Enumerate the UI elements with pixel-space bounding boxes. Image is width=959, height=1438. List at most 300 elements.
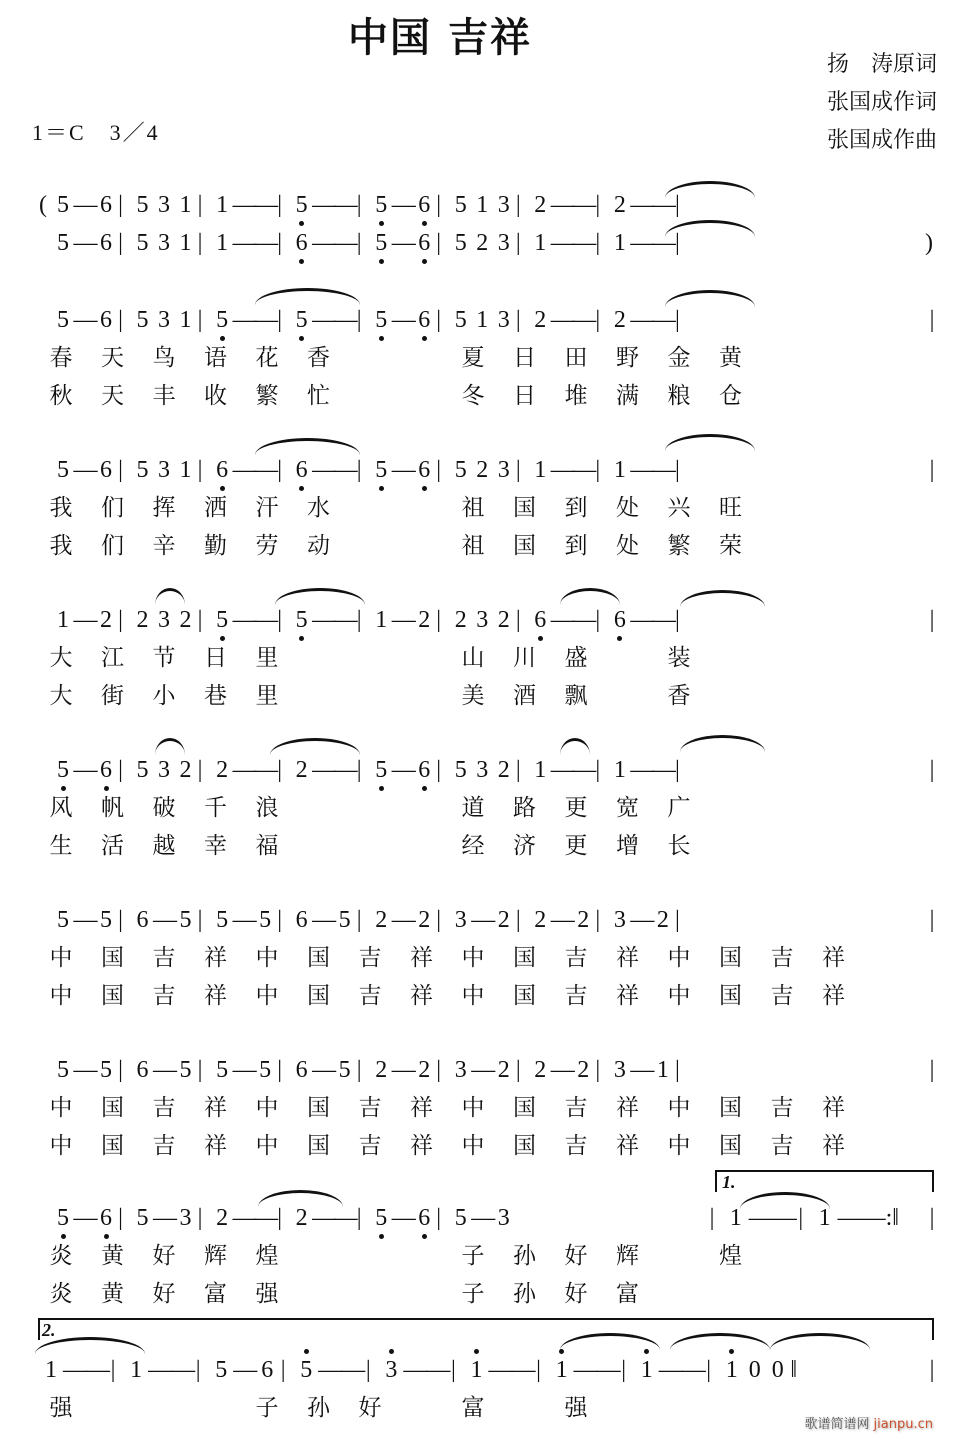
lyric-char: 路 — [513, 795, 536, 821]
note: 1 — [534, 230, 547, 256]
system-end-barline: | — [929, 1057, 935, 1083]
note: — — [837, 1205, 862, 1231]
barline: | — [674, 1057, 680, 1083]
barline: | — [118, 1205, 123, 1231]
note: 5 — [454, 1205, 467, 1231]
note: — — [391, 230, 416, 256]
note: — — [312, 307, 337, 333]
note: 5 — [215, 1357, 228, 1383]
barline: | — [436, 907, 442, 933]
lyrics-line — [0, 343, 959, 373]
note: 6 — [291, 455, 313, 485]
note: 5 — [136, 757, 149, 783]
note: — — [572, 607, 597, 633]
slur — [680, 590, 765, 607]
note: 2 — [613, 192, 626, 218]
barline: | — [515, 1057, 521, 1083]
lyric-char: 黄 — [101, 1243, 124, 1269]
note: — — [254, 230, 279, 256]
lyric-char: 秋 — [49, 383, 73, 409]
note: — — [471, 907, 496, 933]
note: — — [572, 457, 597, 483]
note: — — [73, 307, 98, 333]
note: — — [73, 907, 98, 933]
barline: | — [621, 1357, 626, 1383]
note: 5 — [295, 1355, 317, 1385]
note: — — [333, 307, 358, 333]
slur — [270, 738, 360, 755]
lyric-char: 国 — [719, 1095, 742, 1121]
barline: | — [197, 607, 203, 633]
note: 5 — [57, 1057, 69, 1083]
note: — — [861, 1205, 886, 1231]
note: 3 — [476, 757, 489, 783]
note: 1 — [818, 1205, 831, 1231]
lyric-char: 们 — [101, 495, 124, 521]
lyric-char: 飘 — [564, 683, 588, 709]
note: 5 — [211, 605, 233, 635]
barline: | — [595, 230, 601, 256]
barline: | — [436, 1057, 442, 1083]
barline: | — [356, 1057, 362, 1083]
note: — — [391, 307, 416, 333]
note: 2 — [577, 1057, 590, 1083]
note: 3 — [158, 230, 171, 256]
lyric-char: 国 — [719, 983, 742, 1009]
lyric-char: 中 — [667, 1133, 691, 1159]
lyric-char: 吉 — [564, 1133, 588, 1159]
note: — — [333, 457, 358, 483]
note: 3 — [613, 907, 626, 933]
lyric-char: 好 — [152, 1243, 176, 1269]
note: — — [232, 1205, 257, 1231]
note: — — [318, 1357, 343, 1383]
note: 1 — [466, 1355, 488, 1385]
lyric-char: 强 — [255, 1281, 279, 1307]
note: — — [73, 1057, 98, 1083]
barline: | — [195, 1357, 201, 1383]
lyric-char: 国 — [307, 1133, 330, 1159]
barline: | — [277, 1057, 282, 1083]
lyric-char: 中 — [255, 945, 279, 971]
note: — — [333, 192, 358, 218]
lyric-char: 辉 — [616, 1243, 639, 1269]
lyric-char: 祥 — [204, 1133, 227, 1159]
note: 2 — [613, 307, 626, 333]
slur — [155, 588, 185, 605]
lyric-char: 香 — [667, 683, 691, 709]
barline: | — [436, 457, 442, 483]
lyric-char: 收 — [204, 383, 227, 409]
barline: | — [277, 1205, 282, 1231]
lyric-char: 祥 — [204, 983, 227, 1009]
barline: | — [118, 607, 123, 633]
note: — — [233, 1357, 258, 1383]
note: — — [403, 1357, 428, 1383]
lyric-char: 春 — [49, 345, 73, 371]
note: 5 — [52, 755, 74, 785]
note: 2 — [375, 907, 388, 933]
barline: | — [118, 307, 123, 333]
lyric-char: 祥 — [822, 945, 845, 971]
first-ending-label: 1. — [722, 1172, 736, 1192]
note: 1 — [721, 1355, 743, 1385]
lyric-char: 国 — [513, 533, 536, 559]
note: — — [572, 307, 597, 333]
lyric-char: 祥 — [616, 1133, 639, 1159]
lyric-char: 忙 — [307, 383, 330, 409]
note: 6 — [211, 455, 233, 485]
note: — — [391, 757, 416, 783]
lyric-char: 劳 — [255, 533, 279, 559]
barline: | — [118, 230, 123, 256]
barline: | — [536, 1357, 541, 1383]
barline: | — [280, 1357, 286, 1383]
lyric-char: 勤 — [204, 533, 227, 559]
note: — — [333, 1205, 358, 1231]
song-title: 中国 吉祥 — [348, 15, 532, 61]
lyric-char: 香 — [307, 345, 330, 371]
notation-line — [0, 605, 959, 635]
note: 1 — [130, 1357, 143, 1383]
barline: | — [356, 907, 362, 933]
lyric-char: 富 — [461, 1395, 485, 1421]
note: — — [312, 457, 337, 483]
note: 6 — [291, 228, 313, 258]
lyric-char: 祥 — [410, 945, 433, 971]
note: — — [651, 230, 676, 256]
note: 1 — [216, 192, 229, 218]
note: — — [232, 307, 257, 333]
lyric-char: 洒 — [204, 495, 227, 521]
note: — — [572, 757, 597, 783]
note: 5 — [370, 228, 392, 258]
lyric-char: 祥 — [204, 945, 227, 971]
note: — — [312, 230, 337, 256]
note: 3 — [476, 607, 489, 633]
note: — — [550, 230, 575, 256]
note: 5 — [338, 1057, 351, 1083]
note: 3 — [158, 607, 171, 633]
lyric-char: 堆 — [564, 383, 588, 409]
note: — — [73, 1205, 98, 1231]
note: — — [254, 757, 279, 783]
note: 0 — [748, 1357, 761, 1383]
note: 5 — [100, 1057, 112, 1083]
lyric-char: 祥 — [410, 1133, 433, 1159]
watermark — [805, 1413, 933, 1432]
note: 2 — [418, 607, 431, 633]
lyric-char: 旺 — [719, 495, 742, 521]
lyric-char: 祥 — [616, 945, 639, 971]
barline: | — [277, 457, 282, 483]
barline: | — [356, 607, 362, 633]
note: 2 — [534, 1057, 547, 1083]
lyric-char: 吉 — [770, 945, 794, 971]
lyrics-line — [0, 1093, 959, 1123]
note: — — [573, 1357, 598, 1383]
lyric-char: 黄 — [719, 345, 742, 371]
lyric-char: 祥 — [822, 1095, 845, 1121]
barline: | — [595, 1057, 601, 1083]
lyric-char: 鸟 — [152, 345, 176, 371]
lyric-char: 吉 — [564, 1095, 588, 1121]
note: 2 — [418, 907, 431, 933]
note: — — [232, 230, 257, 256]
barline: | — [365, 1357, 371, 1383]
note: 2 — [577, 907, 590, 933]
lyrics-line — [0, 681, 959, 711]
note: 6 — [295, 1057, 308, 1083]
note: 5 — [338, 907, 351, 933]
slur — [560, 588, 620, 605]
system-end-barline: | — [929, 1205, 935, 1231]
lyric-char: 吉 — [152, 1095, 176, 1121]
barline: | — [197, 307, 203, 333]
lyric-char: 好 — [564, 1243, 588, 1269]
lyric-char: 吉 — [358, 945, 382, 971]
note: 1 — [613, 757, 626, 783]
note: — — [153, 1205, 178, 1231]
note: 1 — [57, 607, 69, 633]
barline: | — [356, 230, 362, 256]
barline: | — [674, 192, 680, 218]
lyrics-line — [0, 943, 959, 973]
lyric-char: 国 — [307, 1095, 330, 1121]
barline: | — [595, 192, 601, 218]
lyric-char: 祥 — [204, 1095, 227, 1121]
note: 2 — [100, 607, 112, 633]
note: 1 — [551, 1355, 573, 1385]
lyric-char: 强 — [49, 1395, 73, 1421]
note: 5 — [100, 907, 112, 933]
note: — — [73, 230, 98, 256]
note: 6 — [136, 907, 149, 933]
notation-line — [0, 755, 959, 785]
note: 6 — [413, 190, 435, 220]
lyric-char: 们 — [101, 533, 124, 559]
lyric-char: 国 — [513, 983, 536, 1009]
lyric-char: 生 — [49, 833, 73, 859]
barline: | — [356, 1205, 362, 1231]
barline: | — [197, 1057, 203, 1083]
note: 5 — [291, 190, 313, 220]
lyric-char: 济 — [513, 833, 536, 859]
note: — — [550, 907, 575, 933]
note: — — [391, 457, 416, 483]
note: — — [341, 1357, 366, 1383]
note: 5 — [136, 1205, 149, 1231]
note: 1 — [179, 307, 192, 333]
lyric-char: 中 — [461, 945, 485, 971]
barline: | — [356, 192, 362, 218]
note: 3 — [158, 757, 171, 783]
note: — — [630, 907, 655, 933]
note: — — [254, 192, 279, 218]
lyric-char: 祥 — [410, 983, 433, 1009]
note: — — [312, 1205, 337, 1231]
slur — [665, 220, 755, 237]
second-ending-bracket — [38, 1318, 934, 1340]
note: — — [232, 192, 257, 218]
lyric-char: 祥 — [822, 983, 845, 1009]
lyric-char: 中 — [49, 1133, 73, 1159]
system-end-barline: | — [929, 607, 935, 633]
note: 5 — [211, 305, 233, 335]
notation-line — [0, 455, 959, 485]
note: 1 — [534, 457, 547, 483]
lyric-char: 花 — [255, 345, 279, 371]
note: — — [73, 757, 98, 783]
note: 6 — [413, 755, 435, 785]
barline: | — [356, 457, 362, 483]
lyric-char: 国 — [307, 945, 330, 971]
barline: | — [709, 1205, 715, 1231]
note: — — [232, 457, 257, 483]
note: — — [471, 1205, 496, 1231]
note: — — [651, 457, 676, 483]
lyric-char: 巷 — [204, 683, 227, 709]
lyric-char: 吉 — [564, 983, 588, 1009]
lyric-char: 繁 — [255, 383, 279, 409]
note: — — [232, 907, 257, 933]
first-ending-bracket — [715, 1170, 934, 1192]
note: 6 — [95, 1203, 117, 1233]
lyric-char: 活 — [101, 833, 124, 859]
note: — — [550, 1057, 575, 1083]
note: — — [630, 607, 655, 633]
note: — — [651, 607, 676, 633]
slur — [275, 588, 365, 605]
note: — — [254, 1205, 279, 1231]
barline: | — [277, 230, 282, 256]
barline: | — [118, 907, 123, 933]
barline: | — [674, 907, 680, 933]
note: 5 — [136, 192, 149, 218]
note: 2 — [136, 607, 149, 633]
lyrics-line — [0, 493, 959, 523]
note: — — [312, 192, 337, 218]
lyric-char: 祖 — [461, 495, 485, 521]
note: — — [312, 907, 337, 933]
note: 1 — [179, 457, 192, 483]
barline: | — [277, 907, 282, 933]
barline: | — [356, 757, 362, 783]
lyric-char: 福 — [255, 833, 279, 859]
lyric-char: 中 — [461, 1095, 485, 1121]
note: — — [488, 1357, 513, 1383]
note: — — [73, 457, 98, 483]
note: 2 — [497, 607, 510, 633]
note: — — [73, 607, 98, 633]
note: — — [254, 307, 279, 333]
note: 3 — [497, 230, 510, 256]
barline: | — [436, 307, 442, 333]
note: — — [630, 757, 655, 783]
lyric-char: 大 — [49, 683, 73, 709]
note: — — [63, 1357, 87, 1383]
lyric-char: 吉 — [770, 1133, 794, 1159]
note: 3 — [158, 307, 171, 333]
lyric-char: 经 — [461, 833, 485, 859]
barline: | — [436, 607, 442, 633]
note: 6 — [529, 605, 551, 635]
lyric-char: 吉 — [152, 983, 176, 1009]
slur — [255, 288, 360, 305]
note: 2 — [497, 907, 510, 933]
note: — — [391, 192, 416, 218]
lyric-char: 野 — [616, 345, 639, 371]
note: — — [681, 1357, 706, 1383]
lyric-char: 煌 — [255, 1243, 279, 1269]
lyric-char: 中 — [255, 1095, 279, 1121]
barline: | — [436, 192, 442, 218]
note: — — [232, 1057, 257, 1083]
note: — — [471, 1057, 496, 1083]
note: 1 — [729, 1205, 742, 1231]
note: 2 — [375, 1057, 388, 1083]
lyric-char: 子 — [461, 1243, 485, 1269]
note: 3 — [380, 1355, 402, 1385]
barline: | — [118, 192, 123, 218]
note: — — [153, 1057, 178, 1083]
lyric-char: 动 — [307, 533, 330, 559]
notation-line — [0, 228, 959, 258]
barline: | — [595, 307, 601, 333]
barline: | — [674, 307, 680, 333]
barline: | — [595, 457, 601, 483]
lyric-char: 中 — [49, 1095, 73, 1121]
lyric-char: 处 — [616, 533, 639, 559]
lyric-char: 中 — [667, 945, 691, 971]
note: — — [651, 307, 676, 333]
note: — — [312, 607, 337, 633]
note: 5 — [259, 1057, 272, 1083]
note: 1 — [45, 1357, 57, 1383]
lyric-char: 江 — [101, 645, 124, 671]
lyric-char: 孙 — [307, 1395, 330, 1421]
note: — — [312, 1057, 337, 1083]
barline: | — [110, 1357, 116, 1383]
note: 5 — [370, 190, 392, 220]
note: — — [630, 307, 655, 333]
lyric-char: 中 — [461, 983, 485, 1009]
note: 5 — [57, 192, 69, 218]
lyric-char: 增 — [616, 833, 639, 859]
lyric-char: 中 — [49, 945, 73, 971]
lyric-char: 节 — [152, 645, 176, 671]
lyric-char: 辉 — [204, 1243, 227, 1269]
barline: | — [197, 757, 203, 783]
note: 5 — [57, 457, 69, 483]
note: — — [572, 192, 597, 218]
lyric-char: 长 — [667, 833, 691, 859]
barline: | — [197, 907, 203, 933]
lyric-char: 到 — [564, 533, 588, 559]
note: 5 — [370, 755, 392, 785]
lyric-char: 越 — [152, 833, 176, 859]
note: — — [73, 192, 98, 218]
lyric-char: 中 — [667, 1095, 691, 1121]
note: — — [391, 1057, 416, 1083]
note: 3 — [158, 457, 171, 483]
note: — — [333, 757, 358, 783]
lyric-char: 挥 — [152, 495, 176, 521]
lyric-char: 强 — [564, 1395, 588, 1421]
lyric-char: 孙 — [513, 1281, 536, 1307]
lyric-char: 国 — [513, 495, 536, 521]
note: 6 — [413, 228, 435, 258]
